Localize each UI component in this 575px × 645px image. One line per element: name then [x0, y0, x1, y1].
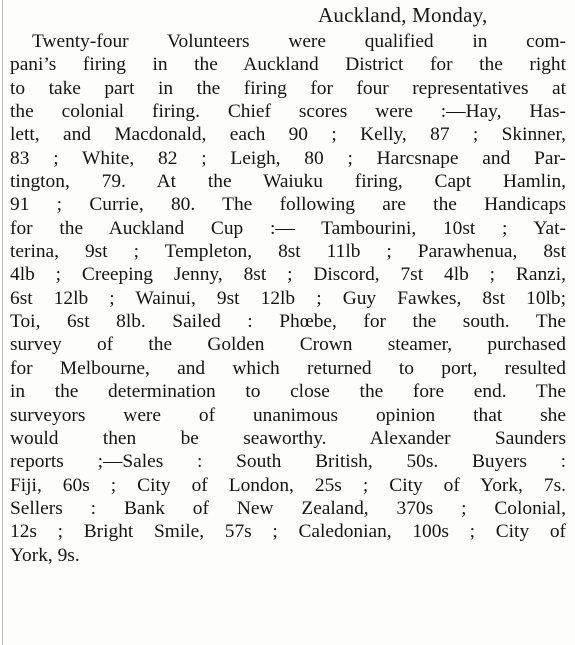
article-line: reports ;—Sales : South British, 50s. Buyers : [10, 451, 566, 473]
article-line: Fiji, 60s ; City of London, 25s ; City of York, 7s. [10, 474, 566, 496]
article-body [10, 30, 566, 567]
dateline: Auckland, Monday, [318, 3, 488, 27]
article-line: tington, 79. At the Waiuku firing, Capt Hamlin, [10, 171, 566, 193]
article-line: York, 9s. [10, 544, 80, 566]
article-line: survey of the Golden Crown steamer, purchased [10, 334, 566, 356]
article-line: 12s ; Bright Smile, 57s ; Caledonian, 100s ; City of [10, 521, 566, 543]
article-line: for Melbourne, and which returned to port, resulted [10, 357, 566, 379]
article-line: 6st 12lb ; Wainui, 9st 12lb ; Guy Fawkes, 8st 10lb; [10, 287, 566, 309]
article-line: in the determination to close the fore end. The [10, 381, 566, 403]
article-line: lett, and Macdonald, each 90 ; Kelly, 87 ; Skinner, [10, 124, 566, 146]
article-line: Toi, 6st 8lb. Sailed : Phœbe, for the south. The [10, 311, 566, 333]
article-line: would then be seaworthy. Alexander Saunders [10, 427, 566, 449]
article-line: 4lb ; Creeping Jenny, 8st ; Discord, 7st 4lb ; Ranzi, [10, 264, 566, 286]
article-line: terina, 9st ; Templeton, 8st 11lb ; Parawhenua, 8st [10, 241, 566, 263]
article-line: Sellers : Bank of New Zealand, 370s ; Colonial, [10, 497, 566, 519]
article-line: pani’s firing in the Auckland District for the right [10, 54, 566, 76]
article-line: the colonial firing. Chief scores were :—Hay, Has- [10, 101, 566, 123]
article-line: surveyors were of unanimous opinion that she [10, 404, 566, 426]
article-line: 91 ; Currie, 80. The following are the Handicaps [10, 194, 566, 216]
article-line: Twenty-four Volunteers were qualified in com- [32, 31, 566, 52]
article-line: for the Auckland Cup :— Tambourini, 10st ; Yat- [10, 217, 566, 239]
article-line: to take part in the firing for four representatives at [10, 77, 566, 99]
article-line: 83 ; White, 82 ; Leigh, 80 ; Harcsnape and Par- [10, 147, 566, 169]
column-rule [2, 0, 3, 645]
